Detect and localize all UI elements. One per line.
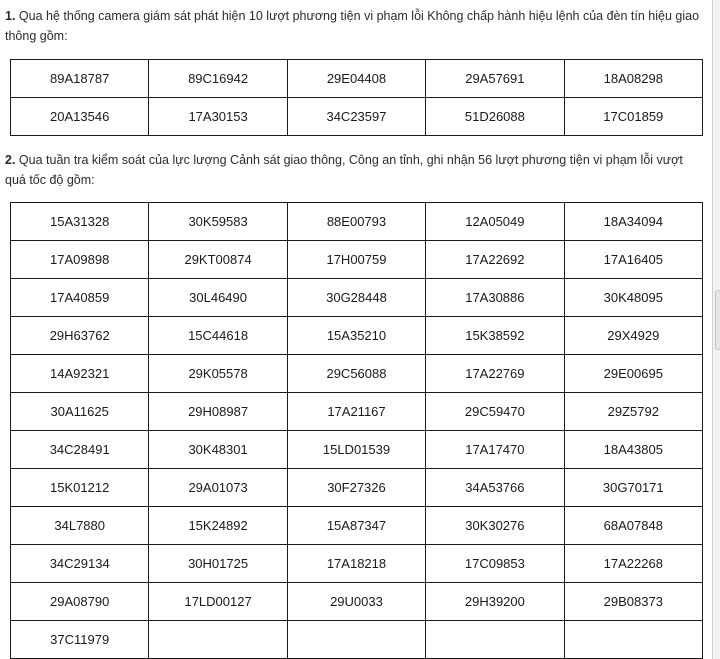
plate-cell: 17A30153 <box>149 98 287 136</box>
plate-cell: 30K59583 <box>149 203 287 241</box>
plate-cell: 29H63762 <box>11 317 149 355</box>
plate-cell: 30H01725 <box>149 545 287 583</box>
plate-cell: 30K30276 <box>426 507 564 545</box>
plate-cell: 29C59470 <box>426 393 564 431</box>
plate-cell: 18A43805 <box>564 431 702 469</box>
plate-cell: 29X4929 <box>564 317 702 355</box>
plate-cell: 15A35210 <box>287 317 425 355</box>
plate-cell: 51D26088 <box>426 98 564 136</box>
plate-cell: 15K01212 <box>11 469 149 507</box>
plate-cell <box>287 621 425 659</box>
table-row <box>11 279 703 317</box>
plate-cell: 17A40859 <box>11 279 149 317</box>
plate-cell: 15C44618 <box>149 317 287 355</box>
table-row <box>11 203 703 241</box>
plate-cell: 15A31328 <box>11 203 149 241</box>
plate-cell: 29C56088 <box>287 355 425 393</box>
plate-cell: 30G28448 <box>287 279 425 317</box>
plate-cell <box>426 621 564 659</box>
plate-cell: 29A57691 <box>426 60 564 98</box>
plate-cell: 17A17470 <box>426 431 564 469</box>
plate-cell: 14A92321 <box>11 355 149 393</box>
section-1-number: 1. <box>5 9 16 23</box>
plate-cell: 29E00695 <box>564 355 702 393</box>
plate-cell: 17A16405 <box>564 241 702 279</box>
section-2-text: Qua tuần tra kiểm soát của lực lượng Cảnh sát giao thông, Công an tỉnh, ghi nhận 56 lượt phương tiện vi phạm lỗi vượt quá tốc độ gồm: <box>5 153 683 187</box>
plate-cell <box>149 621 287 659</box>
plate-cell: 15A87347 <box>287 507 425 545</box>
plate-cell: 30K48301 <box>149 431 287 469</box>
plate-cell: 89A18787 <box>11 60 149 98</box>
plate-cell: 30A11625 <box>11 393 149 431</box>
plate-cell: 20A13546 <box>11 98 149 136</box>
plate-cell: 17A22769 <box>426 355 564 393</box>
plate-cell: 17H00759 <box>287 241 425 279</box>
section-1-plate-table <box>10 59 703 136</box>
plate-cell: 29H08987 <box>149 393 287 431</box>
table-row <box>11 241 703 279</box>
plate-cell <box>564 621 702 659</box>
plate-cell: 30L46490 <box>149 279 287 317</box>
plate-cell: 17A30886 <box>426 279 564 317</box>
table-row <box>11 317 703 355</box>
table-row <box>11 583 703 621</box>
plate-cell: 34C23597 <box>287 98 425 136</box>
table-row <box>11 431 703 469</box>
table-row <box>11 393 703 431</box>
plate-cell: 30K48095 <box>564 279 702 317</box>
plate-cell: 29B08373 <box>564 583 702 621</box>
plate-cell: 17A09898 <box>11 241 149 279</box>
plate-cell: 18A08298 <box>564 60 702 98</box>
plate-cell: 30G70171 <box>564 469 702 507</box>
table-row <box>11 507 703 545</box>
table-row <box>11 621 703 659</box>
plate-cell: 17A22692 <box>426 241 564 279</box>
plate-cell: 30F27326 <box>287 469 425 507</box>
plate-cell: 29K05578 <box>149 355 287 393</box>
plate-cell: 15K24892 <box>149 507 287 545</box>
section-2-paragraph <box>5 150 705 190</box>
plate-cell: 17LD00127 <box>149 583 287 621</box>
plate-cell: 17C01859 <box>564 98 702 136</box>
table-row <box>11 60 703 98</box>
plate-cell: 29A08790 <box>11 583 149 621</box>
plate-cell: 29Z5792 <box>564 393 702 431</box>
section-1-paragraph <box>5 6 705 46</box>
table-row <box>11 355 703 393</box>
plate-cell: 18A34094 <box>564 203 702 241</box>
plate-cell: 34A53766 <box>426 469 564 507</box>
side-panel-handle[interactable] <box>715 290 720 350</box>
section-1-text: Qua hệ thống camera giám sát phát hiện 10 lượt phương tiện vi phạm lỗi Không chấp hành hiệu lệnh của đèn tín hiệu giao thông gồm: <box>5 9 700 43</box>
section-2-plate-table <box>10 202 703 659</box>
plate-cell: 17A22268 <box>564 545 702 583</box>
plate-cell: 37C11979 <box>11 621 149 659</box>
plate-cell: 17A18218 <box>287 545 425 583</box>
plate-cell: 15LD01539 <box>287 431 425 469</box>
plate-cell: 29H39200 <box>426 583 564 621</box>
plate-cell: 89C16942 <box>149 60 287 98</box>
plate-cell: 29E04408 <box>287 60 425 98</box>
plate-cell: 17C09853 <box>426 545 564 583</box>
plate-cell: 34C29134 <box>11 545 149 583</box>
plate-cell: 17A21167 <box>287 393 425 431</box>
table-row <box>11 545 703 583</box>
plate-cell: 29U0033 <box>287 583 425 621</box>
plate-cell: 12A05049 <box>426 203 564 241</box>
plate-cell: 29KT00874 <box>149 241 287 279</box>
plate-cell: 68A07848 <box>564 507 702 545</box>
plate-cell: 15K38592 <box>426 317 564 355</box>
section-2-number: 2. <box>5 153 16 167</box>
table-row <box>11 469 703 507</box>
plate-cell: 34L7880 <box>11 507 149 545</box>
plate-cell: 88E00793 <box>287 203 425 241</box>
plate-cell: 29A01073 <box>149 469 287 507</box>
plate-cell: 34C28491 <box>11 431 149 469</box>
table-row <box>11 98 703 136</box>
